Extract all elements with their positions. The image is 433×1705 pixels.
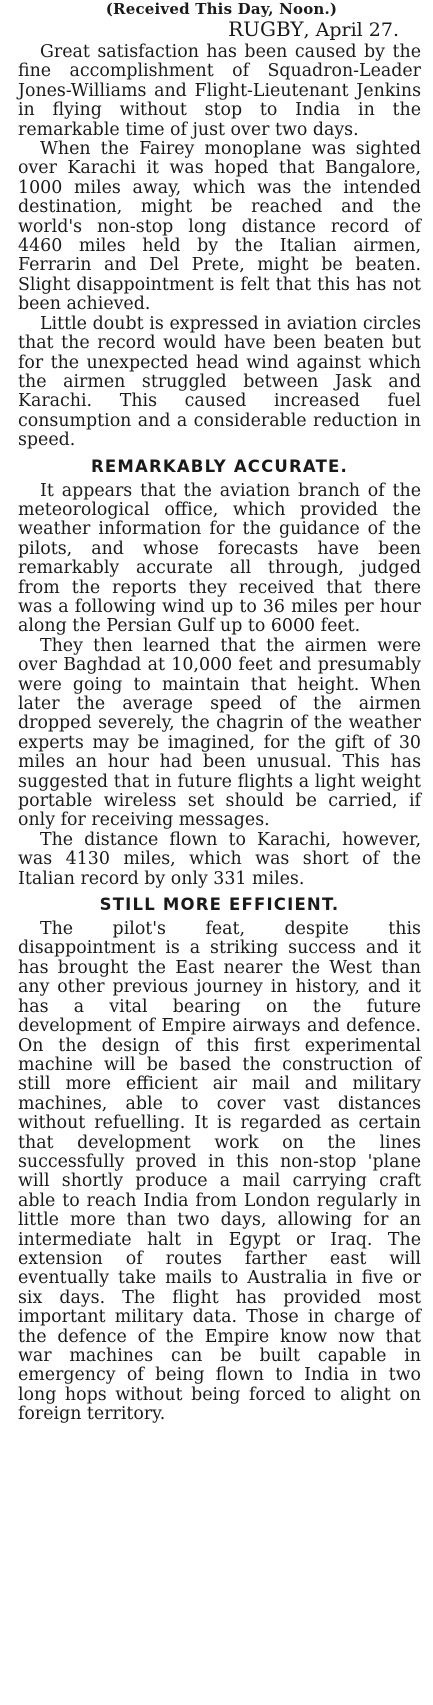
section-remarkably-accurate	[18, 482, 421, 890]
paragraph: The distance flown to Karachi, however, was 4130 miles, which was short of the Italian record by only 331 miles.	[18, 829, 421, 889]
received-notice: (Received This Day, Noon.)	[105, 0, 338, 18]
dateline-place: RUGBY	[228, 17, 304, 41]
paragraph: Little doubt is expressed in aviation circles that the record would have been beaten but for the unexpected head wind against which the airmen struggled between Jask and Karachi. This caused increased fuel consumption and a considerable reduction in speed.	[18, 313, 421, 451]
paragraph: When the Fairey monoplane was sighted over Karachi it was hoped that Bangalore, 1000 miles away, which was the intended destination, might be reached and the world's non-stop long distance record of 4460 miles held by the Italian airmen, Ferrarin and Del Prete, might be beaten. Slight disappointment is felt that this has not been achieved.	[18, 139, 421, 315]
paragraph: It appears that the aviation branch of the meteorological office, which provided the weather information for the guidance of the pilots, and whose forecasts have been remarkably accurate all through, judged from the reports they received that there was a following wind up to 36 miles per hour along the Persian Gulf up to 6000 feet.	[18, 480, 421, 637]
dateline-date: , April 27.	[303, 19, 399, 41]
paragraph: The pilot's feat, despite this disappointment is a striking success and it has brought the East nearer the West than any other previous journey in history, and it has a vital bearing on the future development of Empire airways and defence. On the design of this first experimental machine will be based the construction of still more efficient air mail and military machines, able to cover vast distances without refuelling. It is regarded as certain that development work on the lines successfully proved in this non-stop 'plane will shortly produce a mail carrying craft able to reach India from London regularly in little more than two days, allowing for an intermediate halt in Egypt or Iraq. The extension of routes farther east will eventually take mails to Australia in five or six days. The flight has provided most important military data. Those in charge of the defence of the Empire know now that war machines can be built capable in emergency of being flown to India in two long hops without being forced to alight on foreign territory.	[18, 919, 421, 1425]
section-heading: REMARKABLY ACCURATE.	[90, 456, 348, 476]
section-heading: STILL MORE EFFICIENT.	[99, 895, 340, 915]
section-intro	[18, 43, 421, 451]
paragraph: Great satisfaction has been caused by the fine accomplishment of Squadron-Leader Jones-Williams and Flight-Lieutenant Jenkins in flying without stop to India in the remarkable time of just over two days.	[18, 42, 421, 140]
paragraph: They then learned that the airmen were over Baghdad at 10,000 feet and presumably were going to maintain that height. When later the average speed of the airmen dropped severely, the chagrin of the weather experts may be imagined, for the gift of 30 miles an hour had been unusual. This has suggested that in future flights a light weight portable wireless set should be carried, if only for receiving messages.	[18, 635, 421, 831]
dateline	[18, 18, 399, 41]
section-still-more-efficient	[18, 920, 421, 1425]
